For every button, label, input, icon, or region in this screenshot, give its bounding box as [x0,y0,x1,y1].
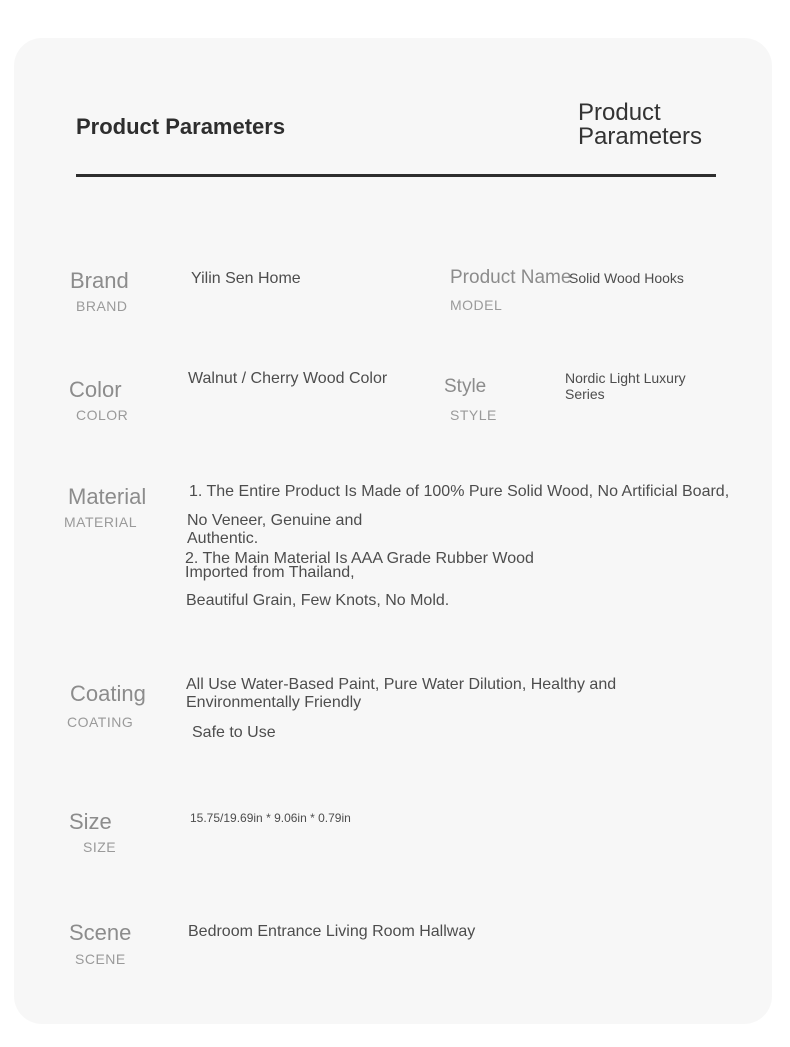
style-sublabel: STYLE [450,407,497,423]
model-label: Product Name [450,267,572,288]
size-value: 15.75/19.69in * 9.06in * 0.79in [190,811,351,825]
page-title-secondary: Product Parameters [578,99,703,150]
material-line-2: No Veneer, Genuine and [187,512,363,529]
style-value: Nordic Light Luxury Series [565,370,686,402]
color-label: Color [69,377,122,402]
parameters-card [14,38,772,1024]
material-sublabel: MATERIAL [64,514,137,530]
size-sublabel: SIZE [83,839,117,855]
material-line-4: 2. The Main Material Is AAA Grade Rubber Wood [185,550,534,567]
material-line-3: Authentic. [187,530,259,547]
color-sublabel: COLOR [76,407,129,423]
size-label: Size [69,809,112,834]
model-sublabel: MODEL [450,297,503,313]
material-line-6: Beautiful Grain, Few Knots, No Mold. [186,592,450,609]
header-divider [76,174,716,177]
style-label: Style [444,376,487,397]
coating-line-3: Safe to Use [192,724,276,741]
material-line-5: Imported from Thailand, [185,564,355,581]
brand-sublabel: BRAND [76,298,128,314]
coating-line-2: Environmentally Friendly [186,694,362,711]
coating-label: Coating [70,681,146,706]
brand-label: Brand [70,268,129,293]
scene-value: Bedroom Entrance Living Room Hallway [188,923,476,940]
coating-sublabel: COATING [67,714,134,730]
scene-label: Scene [69,920,132,945]
model-value: Solid Wood Hooks [569,270,684,286]
color-value: Walnut / Cherry Wood Color [188,370,388,387]
page-title: Product Parameters [76,114,286,139]
material-label: Material [68,484,147,509]
coating-line-1: All Use Water-Based Paint, Pure Water Dilution, Healthy and [186,676,617,693]
material-line-1: 1. The Entire Product Is Made of 100% Pure Solid Wood, No Artificial Board, [189,483,730,500]
brand-value: Yilin Sen Home [191,270,301,287]
scene-sublabel: SCENE [75,951,126,967]
